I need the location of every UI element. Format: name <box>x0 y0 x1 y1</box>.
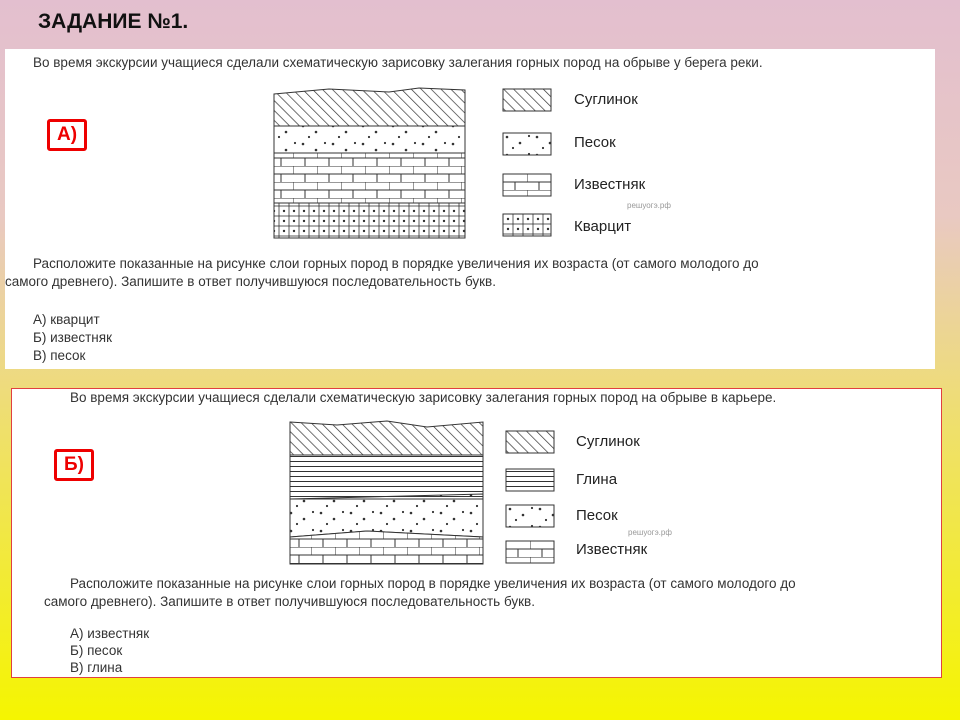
legend-b-sand-swatch <box>506 505 554 527</box>
task-panel-b <box>11 388 942 678</box>
task-a-question: Расположите показанные на рисунке слои горных пород в порядке увеличения их возраста (от самого молодого до <box>33 256 759 271</box>
task-a-strata-diagram <box>269 86 469 238</box>
task-a-question: самого древнего). Запишите в ответ получившуюся последовательность букв. <box>5 274 496 289</box>
legend-b-label: Песок <box>576 507 618 524</box>
task-b-intro: Во время экскурсии учащиеся сделали схематическую зарисовку залегания горных пород на обрыве в карьере. <box>70 390 777 405</box>
task-a-badge: А) <box>47 119 87 151</box>
legend-b-label: Известняк <box>576 541 648 558</box>
layer-limestone <box>290 531 483 564</box>
task-b-strata-diagram <box>287 419 487 569</box>
legend-b-loam-swatch <box>506 431 554 453</box>
layer-sand <box>290 494 483 537</box>
legend-a-limestone-swatch <box>503 174 551 196</box>
legend-b-clay-swatch <box>506 469 554 491</box>
watermark: решуогэ.рф <box>628 528 672 537</box>
layer-loam <box>274 88 465 126</box>
task-a-intro: Во время экскурсии учащиеся сделали схематическую зарисовку залегания горных пород на обрыве у берега реки. <box>33 55 763 70</box>
task-panel-a <box>5 49 935 369</box>
legend-a-sand-swatch <box>503 133 551 155</box>
task-a-option: В) песок <box>33 348 86 363</box>
slide-title: ЗАДАНИЕ №1. <box>38 10 189 33</box>
legend-a-label: Кварцит <box>574 218 632 235</box>
legend-b-label: Суглинок <box>576 433 640 450</box>
legend-a-loam-swatch <box>503 89 551 111</box>
layer-limestone <box>274 153 465 203</box>
task-b-option: В) глина <box>70 660 123 675</box>
watermark: решуогэ.рф <box>627 201 671 210</box>
task-b-option: А) известняк <box>70 626 150 641</box>
task-a-option: А) кварцит <box>33 312 100 327</box>
task-b-option: Б) песок <box>70 643 123 658</box>
legend-b-limestone-swatch <box>506 541 554 563</box>
legend-a-label: Суглинок <box>574 91 638 108</box>
legend-a-label: Известняк <box>574 176 646 193</box>
layer-loam <box>290 421 483 455</box>
task-b-badge: Б) <box>54 449 94 481</box>
legend-a-quartzite-swatch <box>503 214 551 236</box>
layer-sand <box>274 126 465 153</box>
layer-clay <box>290 455 483 499</box>
layer-quartzite <box>274 203 465 238</box>
legend-b-label: Глина <box>576 471 618 488</box>
task-b-question: самого древнего). Запишите в ответ получившуюся последовательность букв. <box>44 594 535 609</box>
task-a-option: Б) известняк <box>33 330 112 345</box>
task-b-question: Расположите показанные на рисунке слои горных пород в порядке увеличения их возраста (от самого молодого до <box>70 576 796 591</box>
legend-a-label: Песок <box>574 134 616 151</box>
